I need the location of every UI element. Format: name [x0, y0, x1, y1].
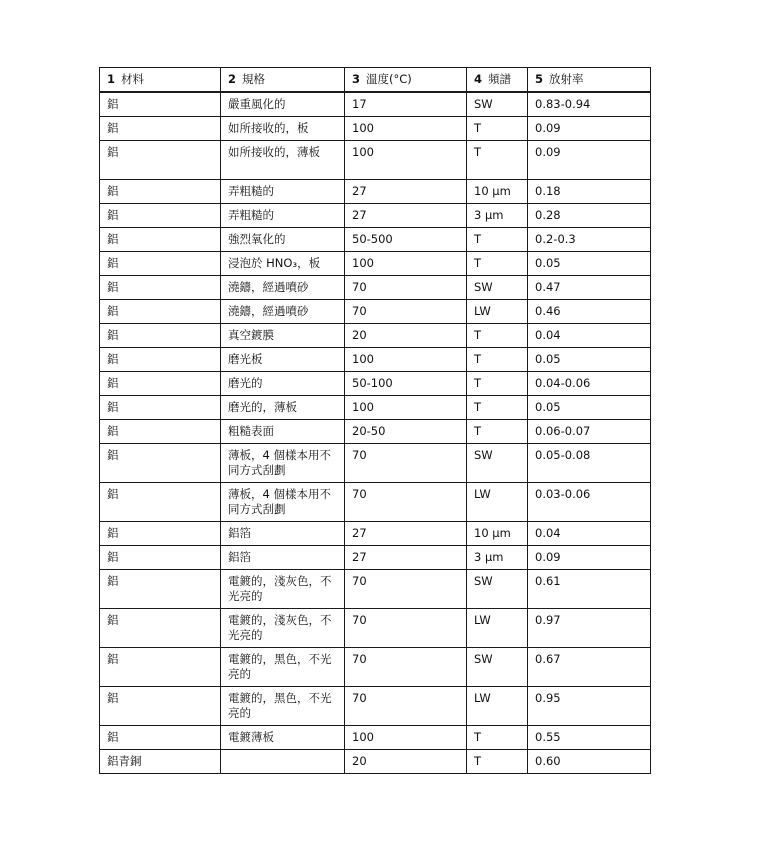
spectrum-cell: 10 µm	[467, 180, 528, 204]
temperature-cell: 100	[345, 252, 467, 276]
column-number: 2	[228, 72, 237, 86]
emissivity-cell: 0.09	[528, 141, 651, 180]
material-cell: 鋁	[100, 204, 221, 228]
table-row	[100, 726, 651, 750]
table-row	[100, 324, 651, 348]
spec-cell: 磨光板	[221, 348, 345, 372]
temperature-cell: 50-100	[345, 372, 467, 396]
spec-cell: 鋁箔	[221, 546, 345, 570]
temperature-cell: 70	[345, 483, 467, 522]
table-row	[100, 252, 651, 276]
spec-cell: 電鍍的，黑色，不光亮的	[221, 687, 345, 726]
temperature-cell: 100	[345, 726, 467, 750]
spec-cell: 弄粗糙的	[221, 204, 345, 228]
column-number: 5	[535, 72, 544, 86]
column-label: 材料	[121, 72, 145, 86]
material-cell: 鋁	[100, 276, 221, 300]
temperature-cell: 20	[345, 324, 467, 348]
table-row	[100, 117, 651, 141]
emissivity-cell: 0.2-0.3	[528, 228, 651, 252]
spectrum-cell: T	[467, 726, 528, 750]
material-cell: 鋁	[100, 648, 221, 687]
emissivity-cell: 0.18	[528, 180, 651, 204]
spec-cell: 弄粗糙的	[221, 180, 345, 204]
spectrum-cell: LW	[467, 300, 528, 324]
temperature-cell: 27	[345, 546, 467, 570]
table-row	[100, 92, 651, 117]
spec-cell: 薄板，4 個樣本用不同方式刮劃	[221, 444, 345, 483]
column-header-emissivity	[528, 68, 651, 93]
spectrum-cell: T	[467, 372, 528, 396]
table-row	[100, 687, 651, 726]
temperature-cell: 100	[345, 396, 467, 420]
spec-cell: 鋁箔	[221, 522, 345, 546]
emissivity-cell: 0.04-0.06	[528, 372, 651, 396]
emissivity-cell: 0.04	[528, 522, 651, 546]
column-header-temperature	[345, 68, 467, 93]
spec-cell: 強烈氧化的	[221, 228, 345, 252]
table-row	[100, 570, 651, 609]
spec-cell: 電鍍薄板	[221, 726, 345, 750]
temperature-cell: 70	[345, 570, 467, 609]
emissivity-cell: 0.46	[528, 300, 651, 324]
spectrum-cell: SW	[467, 276, 528, 300]
emissivity-table	[99, 67, 651, 774]
material-cell: 鋁	[100, 726, 221, 750]
table-row	[100, 204, 651, 228]
spectrum-cell: SW	[467, 92, 528, 117]
temperature-cell: 70	[345, 300, 467, 324]
table-row	[100, 609, 651, 648]
column-number: 1	[107, 72, 116, 86]
temperature-cell: 100	[345, 348, 467, 372]
temperature-cell: 20	[345, 750, 467, 774]
spec-cell: 磨光的	[221, 372, 345, 396]
material-cell: 鋁	[100, 420, 221, 444]
emissivity-cell: 0.83-0.94	[528, 92, 651, 117]
material-cell: 鋁	[100, 570, 221, 609]
temperature-cell: 17	[345, 92, 467, 117]
spec-cell	[221, 750, 345, 774]
emissivity-cell: 0.05	[528, 252, 651, 276]
spec-cell: 如所接收的，板	[221, 117, 345, 141]
material-cell: 鋁	[100, 141, 221, 180]
spectrum-cell: T	[467, 141, 528, 180]
column-label: 規格	[242, 72, 266, 86]
material-cell: 鋁	[100, 228, 221, 252]
spectrum-cell: T	[467, 324, 528, 348]
emissivity-cell: 0.03-0.06	[528, 483, 651, 522]
column-label: 放射率	[549, 72, 584, 86]
emissivity-cell: 0.67	[528, 648, 651, 687]
emissivity-cell: 0.09	[528, 546, 651, 570]
spectrum-cell: T	[467, 252, 528, 276]
emissivity-cell: 0.55	[528, 726, 651, 750]
table-row	[100, 396, 651, 420]
temperature-cell: 100	[345, 141, 467, 180]
spec-cell: 浸泡於 HNO₃，板	[221, 252, 345, 276]
emissivity-cell: 0.28	[528, 204, 651, 228]
emissivity-cell: 0.06-0.07	[528, 420, 651, 444]
column-header-spec	[221, 68, 345, 93]
table-row	[100, 141, 651, 180]
emissivity-cell: 0.97	[528, 609, 651, 648]
spectrum-cell: SW	[467, 648, 528, 687]
spec-cell: 澆鑄，經過噴砂	[221, 300, 345, 324]
table-row	[100, 300, 651, 324]
emissivity-cell: 0.61	[528, 570, 651, 609]
temperature-cell: 27	[345, 204, 467, 228]
table-body	[100, 92, 651, 774]
spectrum-cell: T	[467, 348, 528, 372]
spectrum-cell: SW	[467, 444, 528, 483]
table-row	[100, 420, 651, 444]
emissivity-cell: 0.60	[528, 750, 651, 774]
table-row	[100, 372, 651, 396]
temperature-cell: 70	[345, 648, 467, 687]
column-header-spectrum	[467, 68, 528, 93]
spectrum-cell: 10 µm	[467, 522, 528, 546]
spec-cell: 磨光的，薄板	[221, 396, 345, 420]
table-row	[100, 180, 651, 204]
material-cell: 鋁	[100, 372, 221, 396]
spectrum-cell: T	[467, 750, 528, 774]
material-cell: 鋁青銅	[100, 750, 221, 774]
temperature-cell: 27	[345, 180, 467, 204]
temperature-cell: 70	[345, 444, 467, 483]
emissivity-cell: 0.95	[528, 687, 651, 726]
spectrum-cell: 3 µm	[467, 204, 528, 228]
emissivity-cell: 0.05	[528, 348, 651, 372]
spectrum-cell: LW	[467, 687, 528, 726]
temperature-cell: 100	[345, 117, 467, 141]
spec-cell: 電鍍的，淺灰色，不光亮的	[221, 570, 345, 609]
material-cell: 鋁	[100, 522, 221, 546]
table-row	[100, 483, 651, 522]
column-label: 溫度(°C)	[366, 72, 412, 86]
material-cell: 鋁	[100, 252, 221, 276]
material-cell: 鋁	[100, 444, 221, 483]
temperature-cell: 70	[345, 276, 467, 300]
temperature-cell: 20-50	[345, 420, 467, 444]
spectrum-cell: LW	[467, 609, 528, 648]
table-row	[100, 444, 651, 483]
table-row	[100, 648, 651, 687]
spectrum-cell: T	[467, 117, 528, 141]
emissivity-cell: 0.05-0.08	[528, 444, 651, 483]
spectrum-cell: 3 µm	[467, 546, 528, 570]
emissivity-cell: 0.04	[528, 324, 651, 348]
table-header-row	[100, 68, 651, 93]
spec-cell: 電鍍的，黑色，不光亮的	[221, 648, 345, 687]
material-cell: 鋁	[100, 324, 221, 348]
spec-cell: 電鍍的，淺灰色，不光亮的	[221, 609, 345, 648]
spec-cell: 如所接收的，薄板	[221, 141, 345, 180]
table-row	[100, 522, 651, 546]
temperature-cell: 27	[345, 522, 467, 546]
material-cell: 鋁	[100, 396, 221, 420]
spec-cell: 澆鑄，經過噴砂	[221, 276, 345, 300]
table-row	[100, 228, 651, 252]
emissivity-cell: 0.47	[528, 276, 651, 300]
spectrum-cell: T	[467, 420, 528, 444]
table-row	[100, 276, 651, 300]
spec-cell: 粗糙表面	[221, 420, 345, 444]
material-cell: 鋁	[100, 483, 221, 522]
temperature-cell: 70	[345, 609, 467, 648]
emissivity-cell: 0.05	[528, 396, 651, 420]
temperature-cell: 70	[345, 687, 467, 726]
spectrum-cell: T	[467, 396, 528, 420]
material-cell: 鋁	[100, 546, 221, 570]
material-cell: 鋁	[100, 300, 221, 324]
spectrum-cell: SW	[467, 570, 528, 609]
column-number: 4	[474, 72, 483, 86]
column-number: 3	[352, 72, 361, 86]
spec-cell: 薄板，4 個樣本用不同方式刮劃	[221, 483, 345, 522]
material-cell: 鋁	[100, 117, 221, 141]
material-cell: 鋁	[100, 687, 221, 726]
column-header-material	[100, 68, 221, 93]
material-cell: 鋁	[100, 609, 221, 648]
table-row	[100, 348, 651, 372]
spectrum-cell: T	[467, 228, 528, 252]
table-row	[100, 750, 651, 774]
emissivity-cell: 0.09	[528, 117, 651, 141]
spec-cell: 真空鍍膜	[221, 324, 345, 348]
material-cell: 鋁	[100, 180, 221, 204]
material-cell: 鋁	[100, 92, 221, 117]
column-label: 頻譜	[488, 72, 512, 86]
temperature-cell: 50-500	[345, 228, 467, 252]
spec-cell: 嚴重風化的	[221, 92, 345, 117]
material-cell: 鋁	[100, 348, 221, 372]
spectrum-cell: LW	[467, 483, 528, 522]
table-row	[100, 546, 651, 570]
